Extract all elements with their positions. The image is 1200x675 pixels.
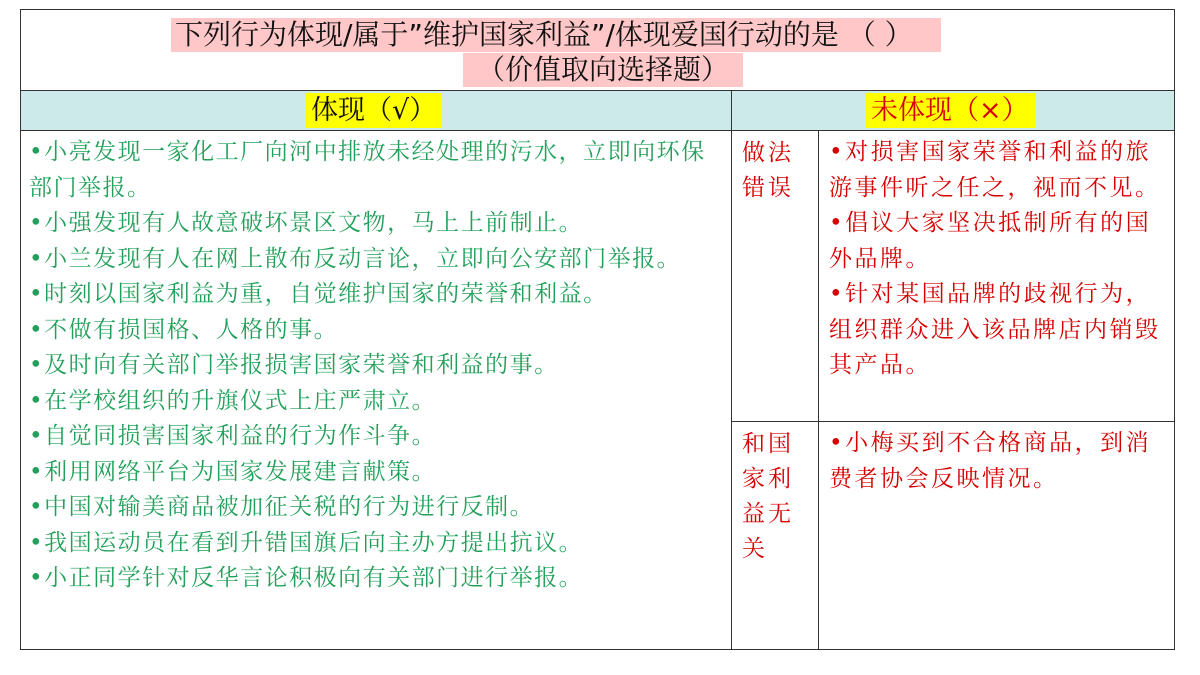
list-item: •中国对输美商品被加征关税的行为进行反制。 xyxy=(29,494,535,520)
question-subtitle: （价值取向选择题） xyxy=(463,53,743,87)
header-row xyxy=(21,91,1174,131)
header-reflects: 体现（√） xyxy=(305,93,442,128)
group1-list xyxy=(819,131,1164,384)
list-item: •在学校组织的升旗仪式上庄严肃立。 xyxy=(29,387,437,414)
list-item: •小强发现有人故意破坏景区文物，马上上前制止。 xyxy=(29,210,584,236)
question-title: 下列行为体现/属于”维护国家利益”/体现爱国行动的是 （ ） xyxy=(171,18,941,52)
list-item: •我国运动员在看到升错国旗后向主办方提出抗议。 xyxy=(29,529,584,556)
group2-list xyxy=(819,422,1164,497)
list-item: •自觉同损害国家利益的行为作斗争。 xyxy=(29,423,437,449)
list-item: •小正同学针对反华言论积极向有关部门进行举报。 xyxy=(29,565,584,591)
title-row xyxy=(21,10,1174,91)
header-left-cell xyxy=(21,91,732,130)
header-right-cell xyxy=(732,91,1174,130)
list-item: •针对某国品牌的歧视行为，组织群众进入该品牌店内销毁其产品。 xyxy=(829,281,1161,378)
group2-items-cell xyxy=(819,422,1174,649)
list-item: •不做有损国格、人格的事。 xyxy=(29,316,339,343)
group2-label: 和国家利益无关 xyxy=(742,431,794,562)
group1-label: 做法错误 xyxy=(742,140,794,201)
group2-label-cell xyxy=(732,422,819,649)
list-item: •对损害国家荣誉和利益的旅游事件听之任之，视而不见。 xyxy=(829,139,1161,201)
reflects-list-cell xyxy=(21,131,732,649)
list-item: •时刻以国家利益为重，自觉维护国家的荣誉和利益。 xyxy=(29,281,608,307)
list-item: •小亮发现一家化工厂向河中排放未经处理的污水，立即向环保部门举报。 xyxy=(29,139,706,201)
group1-label-cell xyxy=(732,131,819,422)
group1-items-cell xyxy=(819,131,1174,422)
table-frame xyxy=(20,9,1175,650)
list-item: •倡议大家坚决抵制所有的国外品牌。 xyxy=(829,210,1152,272)
reflects-list xyxy=(21,131,731,597)
list-item: •及时向有关部门举报损害国家荣誉和利益的事。 xyxy=(29,352,559,378)
header-not-reflects: 未体现（×） xyxy=(865,93,1035,128)
list-item: •小兰发现有人在网上散布反动言论，立即向公安部门举报。 xyxy=(29,245,682,272)
list-item: •小梅买到不合格商品，到消费者协会反映情况。 xyxy=(829,430,1152,492)
list-item: •利用网络平台为国家发展建言献策。 xyxy=(29,458,437,485)
